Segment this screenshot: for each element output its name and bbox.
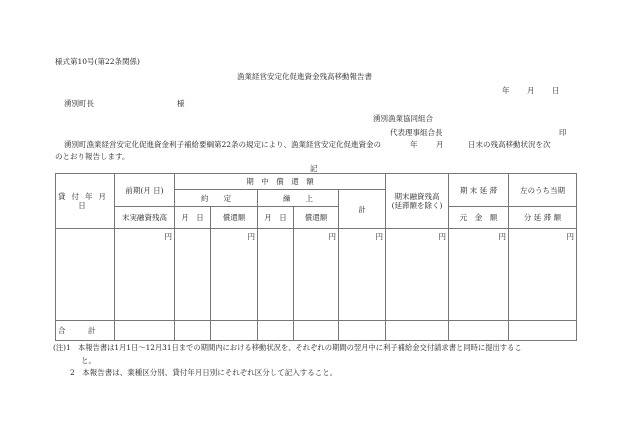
total-prev-balance[interactable] (115, 321, 175, 341)
header-prev-period: 前期(月 日) (115, 174, 175, 207)
header-scheduled: 約 定 (175, 190, 258, 207)
body-line1: 湧別町漁業経営安定化促進資金利子補給要綱第22条の規定により、漁業経営安定化促進資金の (64, 140, 382, 149)
total-row (56, 321, 577, 341)
header-early-amount: 償還額 (294, 207, 339, 229)
total-end-balance[interactable] (386, 321, 449, 341)
note-1-cont: と。 (81, 356, 96, 365)
total-scheduled-date[interactable] (175, 321, 211, 341)
seal-mark: 印 (559, 128, 567, 137)
document-title: 漁業経営安定化促進資金残高移動報告書 (237, 72, 372, 81)
cell-scheduled-date[interactable] (175, 229, 211, 321)
cell-loan-date[interactable] (56, 229, 115, 321)
header-repayment: 期 中 償 還 額 (175, 174, 386, 190)
note-1: (注)1 本報告書は1月1日～12月31日までの期間内における移動状況を、それぞれの期間の翌月中に利子補給金交付請求書と同時に提出するこ (53, 343, 522, 352)
table-row (56, 229, 577, 321)
cell-current-overdue[interactable]: 円 (509, 229, 577, 321)
header-scheduled-date: 月 日 (175, 207, 211, 229)
total-current-overdue[interactable] (509, 321, 577, 341)
total-overdue[interactable] (449, 321, 509, 341)
cell-overdue[interactable]: 円 (449, 229, 509, 321)
date-month: 月 (527, 86, 535, 95)
total-early-amount[interactable] (294, 321, 339, 341)
cell-early-amount[interactable]: 円 (294, 229, 339, 321)
body-month: 月 (436, 140, 444, 149)
cell-total[interactable]: 円 (339, 229, 386, 321)
header-loan-date: 貸付年月日 (56, 174, 115, 229)
header-overdue: 期 末 延 滞 (449, 174, 509, 207)
balance-table (55, 173, 577, 341)
cell-scheduled-amount[interactable]: 円 (211, 229, 258, 321)
total-early-date[interactable] (258, 321, 294, 341)
body-year: 年 (410, 140, 418, 149)
addressee: 湧別町長 (64, 99, 94, 108)
form-number: 様式第10号(第22条関係) (55, 57, 140, 66)
total-label: 合 計 (56, 321, 115, 341)
date-day: 日 (552, 86, 560, 95)
addressee-honorific: 様 (177, 99, 185, 108)
cell-end-balance[interactable]: 円 (386, 229, 449, 321)
total-scheduled-amount[interactable] (211, 321, 258, 341)
header-early: 繰 上 (258, 190, 339, 207)
header-current-overdue-amount: 分 延 滞 額 (509, 207, 577, 229)
header-scheduled-amount: 償還額 (211, 207, 258, 229)
header-overdue-principal: 元 金 額 (449, 207, 509, 229)
cell-prev-balance[interactable]: 円 (115, 229, 175, 321)
header-total: 計 (339, 190, 386, 229)
ki-mark: 記 (310, 164, 318, 173)
cell-early-date[interactable] (258, 229, 294, 321)
date-year: 年 (502, 86, 510, 95)
header-prev-balance: 末実融資残高 (115, 207, 175, 229)
header-end-balance: 期末融資残高 (延滞額を除く) (386, 174, 449, 229)
header-early-date: 月 日 (258, 207, 294, 229)
body-line2: のとおり報告します。 (55, 152, 130, 161)
header-current-overdue: 左のうち当期 (509, 174, 577, 207)
sender-title: 代表理事組合長 (390, 128, 443, 137)
body-line1-end: 日末の残高移動状況を次 (468, 140, 551, 149)
total-total[interactable] (339, 321, 386, 341)
note-2: 2 本報告書は、業種区分別、貸付年月日別にそれぞれ区分して記入すること。 (70, 368, 338, 377)
sender-org: 湧別漁業協同組合 (373, 114, 433, 123)
